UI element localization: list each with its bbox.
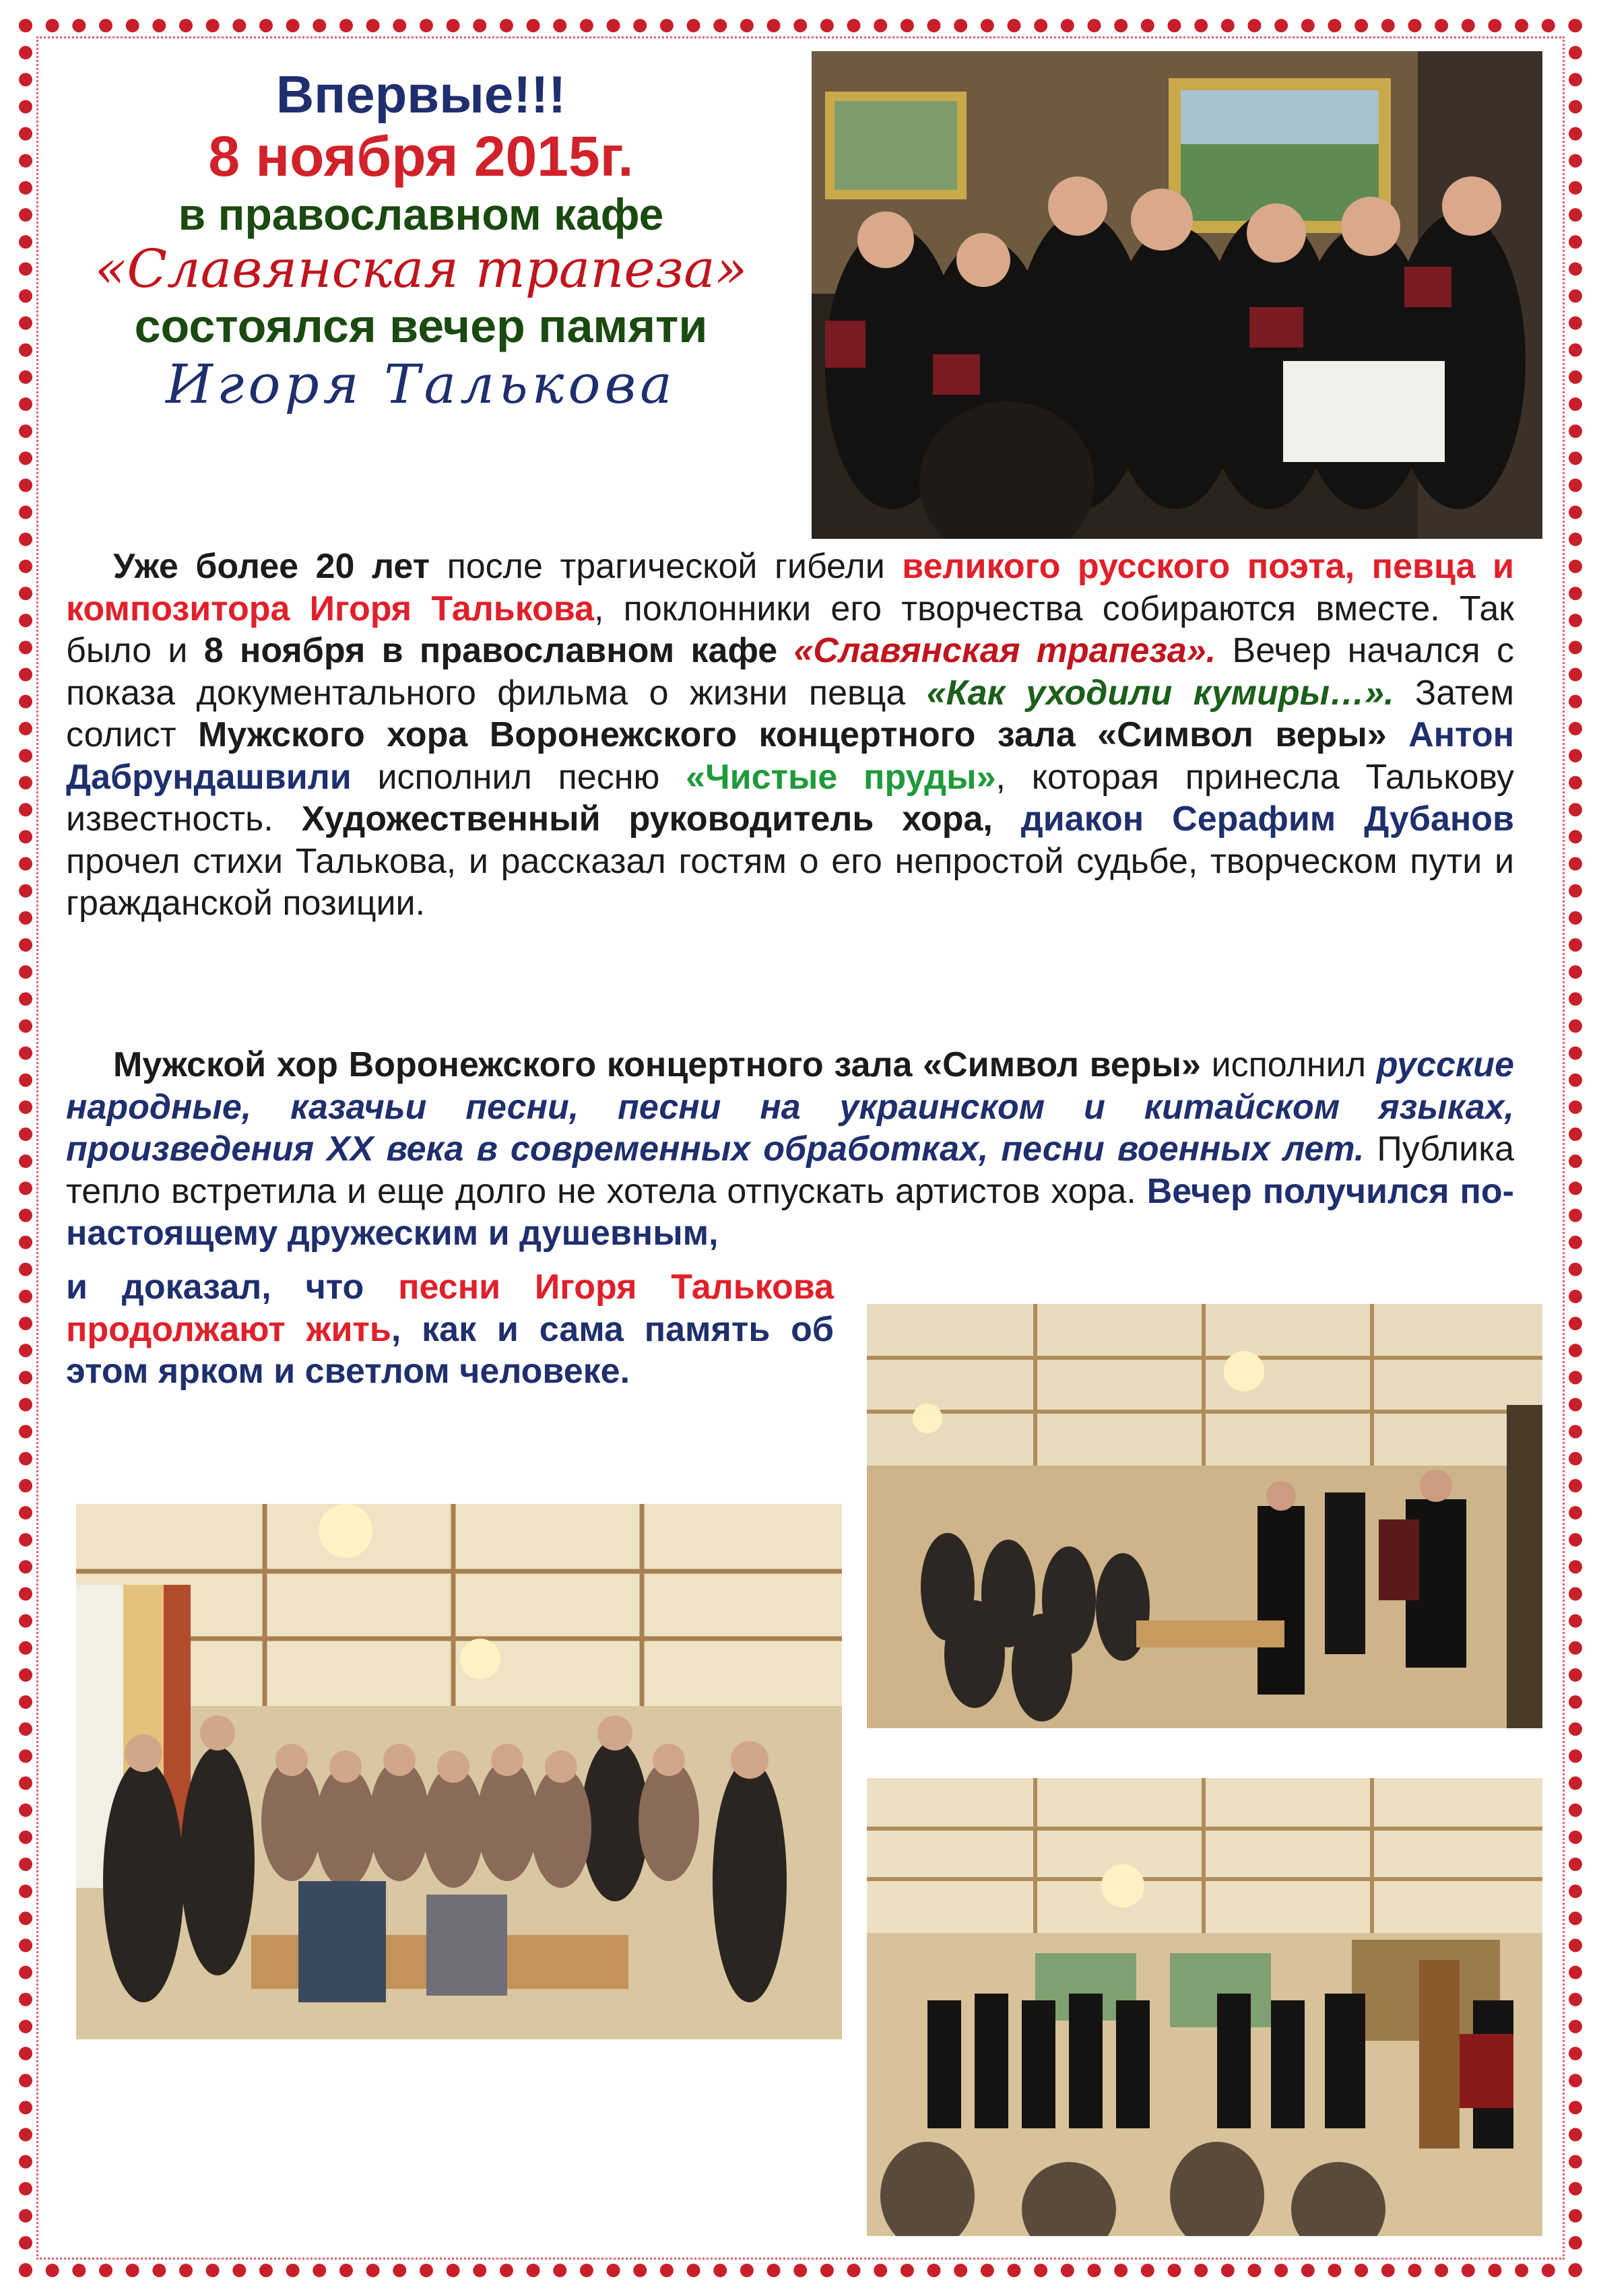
group-photo [76, 1504, 842, 2039]
heading-event: состоялся вечер памяти [134, 299, 708, 352]
text-span: прочел стихи Талькова, и рассказал гостям о его непростой судьбе, творческом пути и гражданской позиции. [66, 841, 1514, 923]
text-span: после трагической гибели [430, 547, 903, 586]
choir-performance-photo [867, 1778, 1542, 2236]
announcement-heading [81, 65, 761, 415]
text-span [777, 631, 793, 670]
text-span: исполнил песню [351, 757, 686, 797]
text-songs-live: песни Игоря Талькова продолжают жить [66, 1268, 834, 1349]
text-span: , поклонники его творчества собираются вместе. Так было и [66, 589, 1514, 670]
text-span: и доказал, что [66, 1268, 399, 1307]
text-film-title: «Как уходили кумиры…». [926, 673, 1394, 713]
text-song-title: «Чистые пруды» [686, 757, 996, 797]
text-span [993, 799, 1021, 839]
text-repertoire: русские народные, казачьи песни, песни на украинском и китайском языках, произведения XX века в современных обработках, песни военных лет. [66, 1045, 1514, 1169]
text-choir-name: Мужского хора Воронежского концертного зала «Символ веры» [197, 715, 1387, 754]
heading-venue-type: в православном кафе [178, 189, 664, 239]
text-cafe-name: «Славянская трапеза». [793, 631, 1216, 670]
heading-person-name: Игоря Талькова [166, 352, 676, 416]
audience-hall-photo [867, 1304, 1542, 1728]
text-span [1387, 715, 1408, 754]
heading-date: 8 ноября 2015г. [208, 124, 634, 188]
paragraph-concert-program [66, 1044, 1514, 1255]
text-span: исполнил [1200, 1045, 1377, 1084]
paragraph-event-description [66, 546, 1514, 925]
choir-singing-photo [812, 51, 1542, 539]
text-span: , которая принесла Талькову известность. [66, 757, 1514, 839]
heading-cafe-name: «Славянская трапеза» [94, 238, 748, 300]
text-poet: великого русского поэта, певца и композитора Игоря Талькова [66, 547, 1514, 628]
text-director-name: диакон Серафим Дубанов [1020, 799, 1515, 839]
text-memory: , как и сама память об этом ярком и светлом человеке. [66, 1309, 834, 1391]
text-director-role: Художественный руководитель хора, [301, 799, 993, 839]
text-evening-summary: Вечер получился по-настоящему дружеским и душевным, [66, 1171, 1514, 1253]
text-soloist: Антон Дабрундашвили [66, 715, 1514, 797]
text-span: Публика тепло встретила и еще долго не хотела отпускать артистов хора. [66, 1129, 1515, 1211]
paragraph-conclusion [66, 1266, 834, 1393]
text-date-venue: 8 ноября в православном кафе [203, 631, 778, 670]
text-span: Вечер начался с показа документального фильма о жизни певца [66, 631, 1515, 713]
text-choir-name: Мужской хор Воронежского концертного зала «Символ веры» [113, 1045, 1201, 1084]
text-span: Затем солист [66, 673, 1514, 754]
heading-first-time: Впервые!!! [275, 65, 566, 124]
text-years: Уже более 20 лет [113, 547, 430, 586]
